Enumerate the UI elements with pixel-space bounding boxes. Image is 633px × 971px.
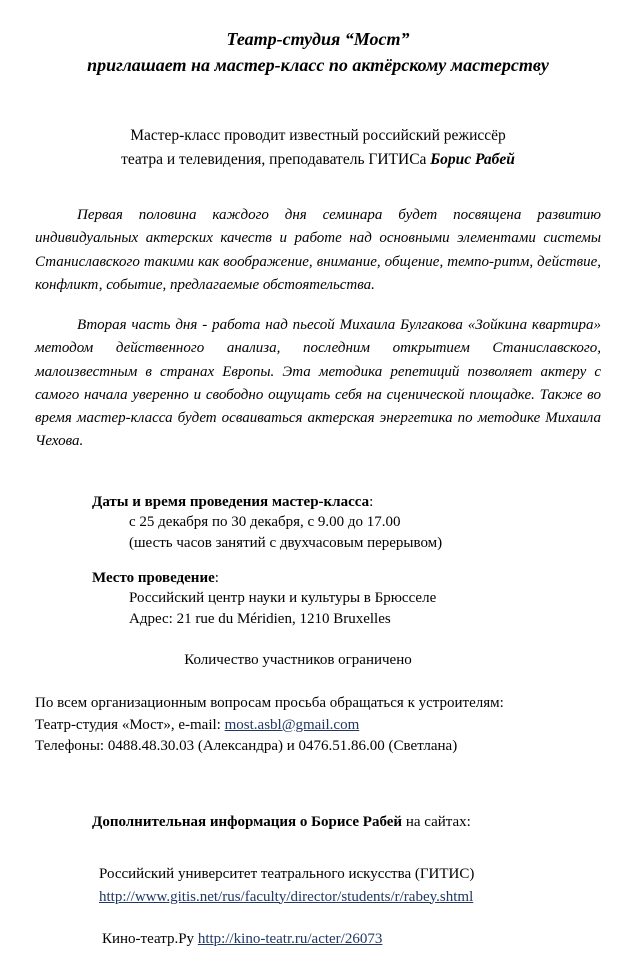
dates-heading bbox=[92, 492, 601, 513]
site-kinoteatr-name: Кино-театр.Ру bbox=[102, 931, 198, 948]
dates-section bbox=[35, 492, 601, 554]
more-info-heading-rest: на сайтах: bbox=[402, 814, 471, 831]
site-gitis-name: Российский университет театрального искусства (ГИТИС) bbox=[99, 866, 475, 883]
more-info-heading bbox=[92, 814, 601, 831]
dates-line-1: с 25 декабря по 30 декабря, с 9.00 до 17.00 bbox=[129, 514, 401, 531]
title-line-2: приглашает на мастер-класс по актёрскому мастерству bbox=[87, 55, 549, 76]
intro-paragraph bbox=[35, 124, 601, 172]
site-gitis-block bbox=[99, 863, 601, 908]
document-title bbox=[35, 26, 601, 78]
venue-section bbox=[35, 568, 601, 630]
more-info-heading-bold: Дополнительная информация о Борисе Рабей bbox=[92, 814, 403, 831]
contacts-line-3: Телефоны: 0488.48.30.03 (Александра) и 0476.51.86.00 (Светлана) bbox=[35, 738, 458, 755]
venue-heading bbox=[92, 568, 601, 589]
title-line-1: Театр-студия “Мост” bbox=[226, 29, 410, 49]
site-kinoteatr-link[interactable]: http://kino-teatr.ru/acter/26073 bbox=[197, 931, 383, 948]
lecturer-name: Борис Рабей bbox=[430, 151, 515, 169]
dates-heading-colon: : bbox=[369, 493, 374, 510]
contacts-block bbox=[35, 693, 601, 758]
venue-heading-colon: : bbox=[214, 569, 219, 586]
contacts-line-1: По всем организационным вопросам просьба обращаться к устроителям: bbox=[35, 694, 504, 711]
site-kinoteatr-block bbox=[102, 928, 601, 951]
participants-note: Количество участников ограничено bbox=[184, 651, 412, 668]
venue-line-1: Российский центр науки и культуры в Брюсселе bbox=[129, 590, 437, 607]
intro-line-1: Мастер-класс проводит известный российский режиссёр bbox=[130, 127, 506, 145]
contacts-email-prefix: Театр-студия «Мост», e-mail: bbox=[35, 716, 225, 733]
venue-line-2: Адрес: 21 rue du Méridien, 1210 Bruxelles bbox=[129, 611, 391, 628]
venue-heading-label: Место проведение bbox=[92, 569, 215, 586]
dates-heading-label: Даты и время проведения мастер-класса bbox=[92, 493, 370, 510]
site-gitis-link[interactable]: http://www.gitis.net/rus/faculty/director/students/r/rabey.shtml bbox=[99, 888, 474, 905]
description-paragraph-2: Вторая часть дня - работа над пьесой Михаила Булгакова «Зойкина квартира» методом действенного анализа, последним открытием Станиславского, малоизвестным в странах Европы. Эта методика репетиций позволяет актеру с самого начала уверенно и свободно ощущать себя на сценической площадке. Также во время мастер-класса будет осваиваться актерская энергетика по методике Михаила Чехова. bbox=[35, 317, 601, 450]
dates-line-2: (шесть часов занятий с двухчасовым перерывом) bbox=[129, 535, 443, 552]
description-paragraph-1: Первая половина каждого дня семинара будет посвящена развитию индивидуальных актерских качеств и работе над основными элементами системы Станиславского такими как воображение, внимание, общение, темпо-ритм, действие, конфликт, событие, предлагаемые обстоятельства. bbox=[35, 207, 601, 293]
email-link[interactable]: most.asbl@gmail.com bbox=[224, 716, 360, 733]
intro-line-2: театра и телевидения, преподаватель ГИТИСа bbox=[121, 151, 431, 169]
contacts-line-2 bbox=[35, 715, 601, 737]
